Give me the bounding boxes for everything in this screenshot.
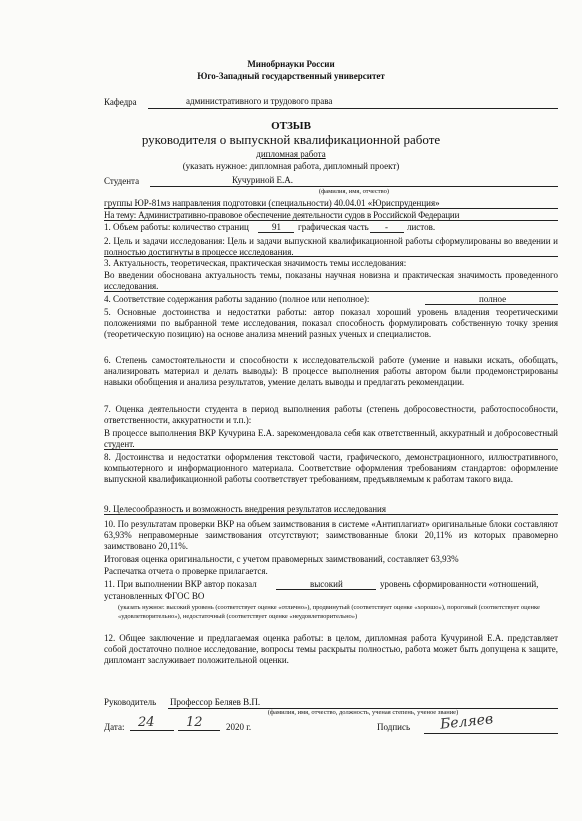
graphic-sheets: - — [385, 222, 388, 232]
formatting-paragraph: 8. Достоинства и недостатки оформления текстовой части, графического, демонстрационного, иллюстративного, компьютерного и информационного материала. Соответствие оформления требованиям стандартов: оформление выпускной квалификационной работы соответствует требованиям, предъявляемым к работам такого вида. — [104, 452, 558, 485]
student-underline — [150, 186, 558, 187]
signature-underline — [424, 733, 558, 734]
supervisor-hint: (фамилия, имя, отчество, должность, ученая степень, ученое звание) — [267, 709, 459, 716]
date-year: 2020 г. — [226, 722, 252, 732]
plagiarism-paragraph: 10. По результатам проверки ВКР на объем заимствования в системе «Антиплагиат» оригинальные блоки составляют 63,93% неправомерные заимствования отсутствуют; заимствованные блоки 20,11% из которых правомерно заимствовано 20,11%. — [104, 519, 558, 552]
ministry-header: Минобрнауки России — [247, 59, 335, 69]
department-underline — [148, 108, 558, 109]
work-type: дипломная работа — [256, 149, 326, 159]
sheets-underline — [370, 232, 404, 233]
implementation-title: 9. Целесообразность и возможность внедрения результатов исследования — [104, 504, 386, 514]
review-heading: ОТЗЫВ — [271, 120, 311, 132]
signature-label: Подпись — [377, 722, 411, 732]
review-subtitle: руководителя о выпускной квалификационной работе — [141, 132, 441, 147]
graphic-part-label: графическая часть — [298, 222, 369, 232]
plagiarism-printout: Распечатка отчета о проверке прилагается. — [104, 566, 268, 576]
department-value: административного и трудового права — [186, 96, 333, 106]
relevance-paragraph: Во введении обоснована актуальность темы, показаны научная новизна и практическая значимость проведенного исследования. — [104, 270, 558, 292]
goals-paragraph: 2. Цель и задачи исследования: Цель и задачи выпускной квалификационной работы сформулированы во введении и полностью достигнуты в процессе исследования. — [104, 236, 558, 258]
date-month: 12 — [186, 715, 203, 730]
compliance-value: полное — [479, 294, 507, 304]
student-value: Кучуриной Е.А. — [232, 175, 294, 185]
implementation-underline — [104, 514, 558, 515]
sheets-suffix: листов. — [407, 222, 436, 232]
group-line: группы ЮР-81мз направления подготовки (специальности) 40.04.01 «Юриспруденция» — [104, 198, 440, 208]
student-label: Студента — [104, 176, 140, 186]
university-header: Юго-Западный государственный университет — [197, 71, 385, 81]
plagiarism-total: Итоговая оценка оригинальности, с учетом правомерных заимствований, составляет 63,93% — [104, 554, 459, 564]
competence-line2: установленных ФГОС ВО — [104, 591, 205, 601]
student-assessment-paragraph: 7. Оценка деятельности студента в период выполнения работы (степень добросовестности, работоспособности, ответственности, аккуратности и т.п.): — [104, 404, 558, 426]
student-hint: (фамилия, имя, отчество) — [318, 188, 390, 195]
competence-level-underline — [276, 589, 376, 590]
topic-line: На тему: Административно-правовое обеспечение деятельности судов в Российской Федерации — [104, 210, 460, 220]
date-day: 24 — [138, 715, 155, 730]
supervisor-label: Руководитель — [104, 697, 157, 707]
supervisor-value: Профессор Беляев В.П. — [170, 697, 261, 707]
compliance-underline — [425, 304, 558, 305]
assessment-underline — [104, 449, 558, 450]
date-month-underline — [178, 730, 220, 731]
department-label: Кафедра — [104, 97, 137, 107]
competence-suffix: уровень сформированности «отношений, — [380, 579, 539, 589]
work-type-hint: (указать нужное: дипломная работа, дипломный проект) — [182, 161, 400, 171]
pages-underline — [258, 232, 294, 233]
student-assessment-text: В процессе выполнения ВКР Кучурина Е.А. зарекомендовала себя как ответственный, аккуратный и добросовестный студент. — [104, 428, 558, 450]
independence-paragraph: 6. Степень самостоятельности и способности к исследовательской работе (умение и навыки искать, обобщать, анализировать материал и делать выводы): В процессе выполнения работы автором были продемонстрированы навыки обобщения и анализа результатов, умение делать выводы и предлагать рекомендации. — [104, 355, 558, 388]
compliance-label: 4. Соответствие содержания работы заданию (полное или неполное): — [104, 294, 370, 304]
conclusion-paragraph: 12. Общее заключение и предлагаемая оценка работы: в целом, дипломная работа Кучуриной Е.А. представляет собой достаточно полное исследование, вопросы темы раскрыты полностью, работа может быть допущена к защите, дипломант заслуживает положительной оценки. — [104, 633, 558, 666]
volume-pages: 91 — [272, 222, 281, 232]
topic-underline — [104, 220, 558, 221]
strengths-paragraph: 5. Основные достоинства и недостатки работы: автор показал хороший уровень владения теоретическими положениями по выбранной теме исследования, показал способность формулировать собственную точку зрения (теоретическую позицию) на основе анализа мнений разных ученых и специалистов. — [104, 307, 558, 340]
relevance-title: 3. Актуальность, теоретическая, практическая значимость темы исследования: — [104, 258, 407, 268]
volume-label: 1. Объем работы: количество страниц — [104, 222, 249, 232]
competence-label: 11. При выполнении ВКР автор показал — [104, 579, 257, 589]
competence-level: высокий — [310, 579, 343, 589]
date-label: Дата: — [104, 722, 125, 732]
handwritten-signature: Беляев — [439, 711, 494, 733]
group-underline — [104, 208, 558, 209]
goals-underline — [104, 256, 558, 257]
relevance-underline — [104, 291, 558, 292]
competence-hint: (указать нужное: высокий уровень (соответствует оценке «отлично»), продвинутый (соответствует оценке «хорошо»), пороговый (соответствует оценке «удовлетворительно»), недостаточный (соответствует оценке «неудовлетворительно») — [118, 604, 540, 620]
date-day-underline — [130, 730, 174, 731]
